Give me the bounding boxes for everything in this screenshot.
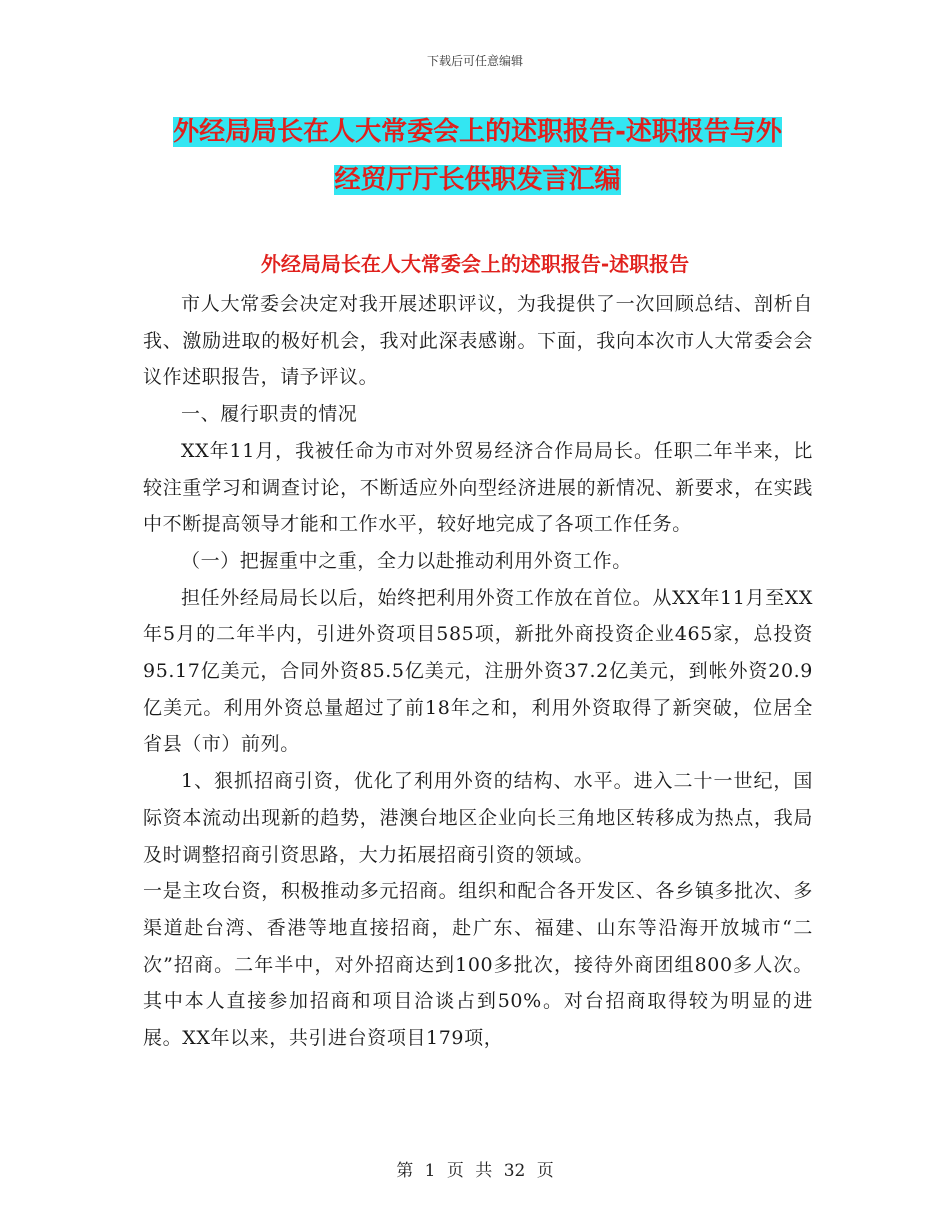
page-footer: 第 1 页 共 32 页 bbox=[396, 1161, 554, 1181]
paragraph-subsection-heading: （一）把握重中之重，全力以赴推动利用外资工作。 bbox=[181, 549, 632, 572]
document-body bbox=[143, 286, 813, 1057]
paragraph-foreign-investment: 担任外经局局长以后，始终把利用外资工作放在首位。从XX年11月至XX年5月的二年半内，引进外资项目585项，新批外商投资企业465家，总投资95.17亿美元，合同外资85.5亿美元，注册外资37.2亿美元，到帐外资20.9亿美元。利用外资总量超过了前18年之和，利用外资取得了新突破，位居全省县（市）前列。 bbox=[143, 586, 813, 756]
document-main-title bbox=[140, 108, 815, 204]
paragraph-appointment: XX年11月，我被任命为市对外贸易经济合作局局长。任职二年半来，比较注重学习和调查讨论，不断适应外向型经济进展的新情况、新要求，在实践中不断提高领导才能和工作水平，较好地完成了各项工作任务。 bbox=[143, 439, 813, 536]
paragraph-taiwan-investment: 一是主攻台资，积极推动多元招商。组织和配合各开发区、各乡镇多批次、多渠道赴台湾、香港等地直接招商，赴广东、福建、山东等沿海开放城市“二次”招商。二年半中，对外招商达到100多批次，接待外商团组800多人次。其中本人直接参加招商和项目洽谈占到50%。对台招商取得较为明显的进展。XX年以来，共引进台资项目179项， bbox=[143, 880, 813, 1050]
header-note: 下载后可任意编辑 bbox=[426, 54, 523, 68]
paragraph-investment-attraction: 1、狠抓招商引资，优化了利用外资的结构、水平。进入二十一世纪，国际资本流动出现新的趋势，港澳台地区企业向长三角地区转移成为热点，我局及时调整招商引资思路，大力拓展招商引资的领域。 bbox=[143, 770, 813, 866]
main-title-line-2: 经贸厅厅长供职发言汇编 bbox=[334, 165, 621, 195]
paragraph-intro: 市人大常委会决定对我开展述职评议，为我提供了一次回顾总结、剖析自我、激励进取的极好机会，我对此深表感谢。下面，我向本次市人大常委会会议作述职报告，请予评议。 bbox=[143, 293, 813, 389]
main-title-line-1: 外经局局长在人大常委会上的述职报告-述职报告与外 bbox=[173, 117, 782, 147]
paragraph-section-heading: 一、履行职责的情况 bbox=[181, 403, 358, 426]
document-sub-title: 外经局局长在人大常委会上的述职报告-述职报告 bbox=[260, 252, 690, 276]
